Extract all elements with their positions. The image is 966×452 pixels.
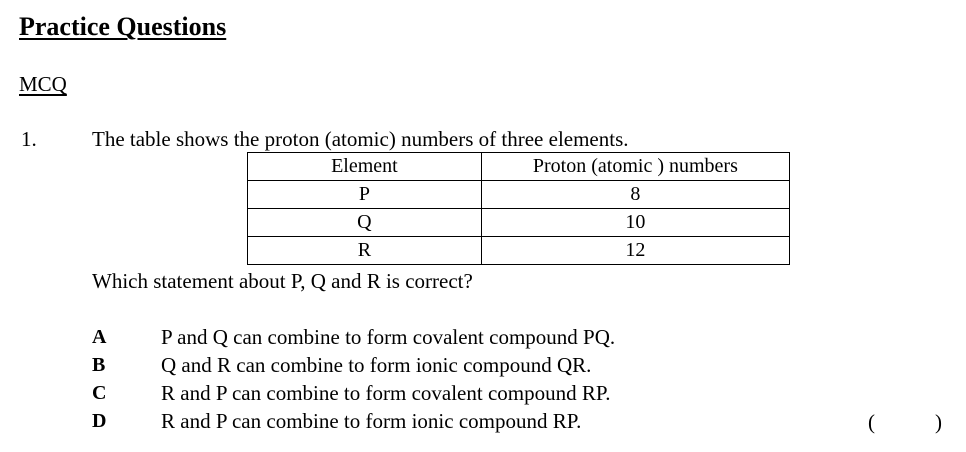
table-header-row (248, 153, 790, 181)
option-letter: B (92, 354, 106, 376)
table-cell-element: P (248, 181, 482, 209)
option-c (0, 379, 966, 407)
page-title: Practice Questions (19, 12, 227, 41)
answer-open-bracket: ( (868, 410, 875, 434)
table-cell-element: R (248, 237, 482, 265)
option-text: R and P can combine to form covalent compound RP. (161, 381, 611, 405)
table-header-element: Element (248, 153, 482, 181)
question-stem: The table shows the proton (atomic) numbers of three elements. (92, 127, 629, 151)
option-letter: D (92, 410, 107, 432)
question-number: 1. (21, 127, 37, 151)
table-cell-proton-number: 10 (481, 209, 789, 237)
table-row (248, 209, 790, 237)
option-d (0, 407, 966, 435)
table-row (248, 237, 790, 265)
table-cell-proton-number: 8 (481, 181, 789, 209)
answer-blank[interactable] (868, 408, 942, 436)
answer-close-bracket: ) (935, 410, 942, 434)
question-prompt: Which statement about P, Q and R is correct? (92, 269, 473, 293)
option-letter: A (92, 326, 107, 348)
option-a (0, 323, 966, 351)
table-header-proton-number: Proton (atomic ) numbers (481, 153, 789, 181)
option-text: R and P can combine to form ionic compound RP. (161, 409, 582, 433)
section-label: MCQ (19, 72, 67, 96)
option-text: P and Q can combine to form covalent compound PQ. (161, 325, 616, 349)
option-letter: C (92, 382, 107, 404)
table-cell-proton-number: 12 (481, 237, 789, 265)
option-b (0, 351, 966, 379)
element-table (247, 152, 790, 265)
option-text: Q and R can combine to form ionic compound QR. (161, 353, 592, 377)
table-cell-element: Q (248, 209, 482, 237)
table-row (248, 181, 790, 209)
